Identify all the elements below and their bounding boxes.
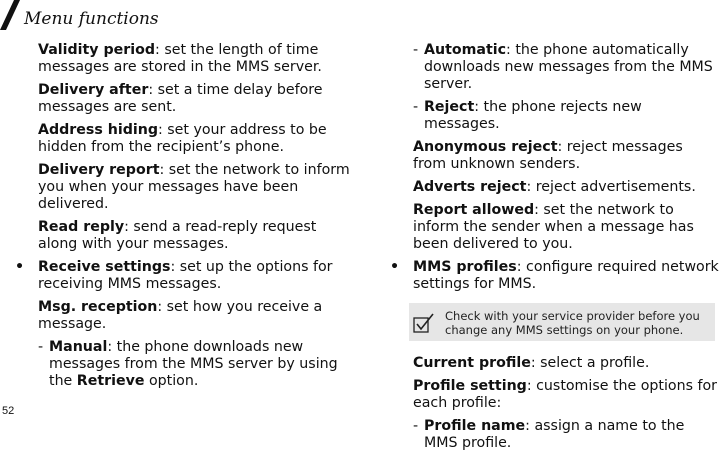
page-title: Menu functions (24, 9, 159, 29)
bullet-marker: • (390, 259, 400, 275)
bullet-mms-profiles: • MMS profiles: configure required network settings for MMS. (390, 259, 719, 292)
setting-msg-reception: Msg. reception: set how you receive a message. (38, 299, 323, 332)
option-profile-name: - Profile name: assign a name to the MMS profile. (413, 418, 685, 451)
setting-anonymous-reject: Anonymous reject: reject messages from unknown senders. (413, 139, 683, 172)
left-column (15, 42, 354, 396)
option-reject: - Reject: the phone rejects new messages. (413, 99, 642, 132)
note-box (409, 303, 715, 341)
page-number: 52 (2, 405, 15, 417)
setting-delivery-report: Delivery report: set the network to inform you when your messages have been delivered. (38, 162, 350, 212)
page-header (0, 0, 719, 38)
setting-current-profile: Current profile: select a profile. (413, 355, 650, 371)
setting-read-reply: Read reply: send a read-reply request along with your messages. (38, 219, 317, 252)
note-text: Check with your service provider before you change any MMS settings on your phone. (445, 309, 700, 337)
setting-validity-period: Validity period: set the length of time messages are stored in the MMS server. (38, 42, 322, 75)
right-column (390, 42, 719, 458)
setting-address-hiding: Address hiding: set your address to be hidden from the recipient’s phone. (38, 122, 327, 155)
setting-profile-setting: Profile setting: customise the options for each profile: (413, 378, 718, 411)
setting-report-allowed: Report allowed: set the network to inform the sender when a message has been delivered to you. (413, 202, 694, 252)
bullet-marker: • (15, 259, 25, 275)
bullet-receive-settings: • Receive settings: set up the options for receiving MMS messages. (15, 259, 333, 292)
checkmark-icon (413, 311, 439, 333)
option-manual: - Manual: the phone downloads new messages from the MMS server by using the Retrieve option. (38, 339, 338, 389)
option-automatic: - Automatic: the phone automatically downloads new messages from the MMS server. (413, 42, 713, 92)
setting-delivery-after: Delivery after: set a time delay before messages are sent. (38, 82, 323, 115)
setting-adverts-reject: Adverts reject: reject advertisements. (413, 179, 696, 195)
